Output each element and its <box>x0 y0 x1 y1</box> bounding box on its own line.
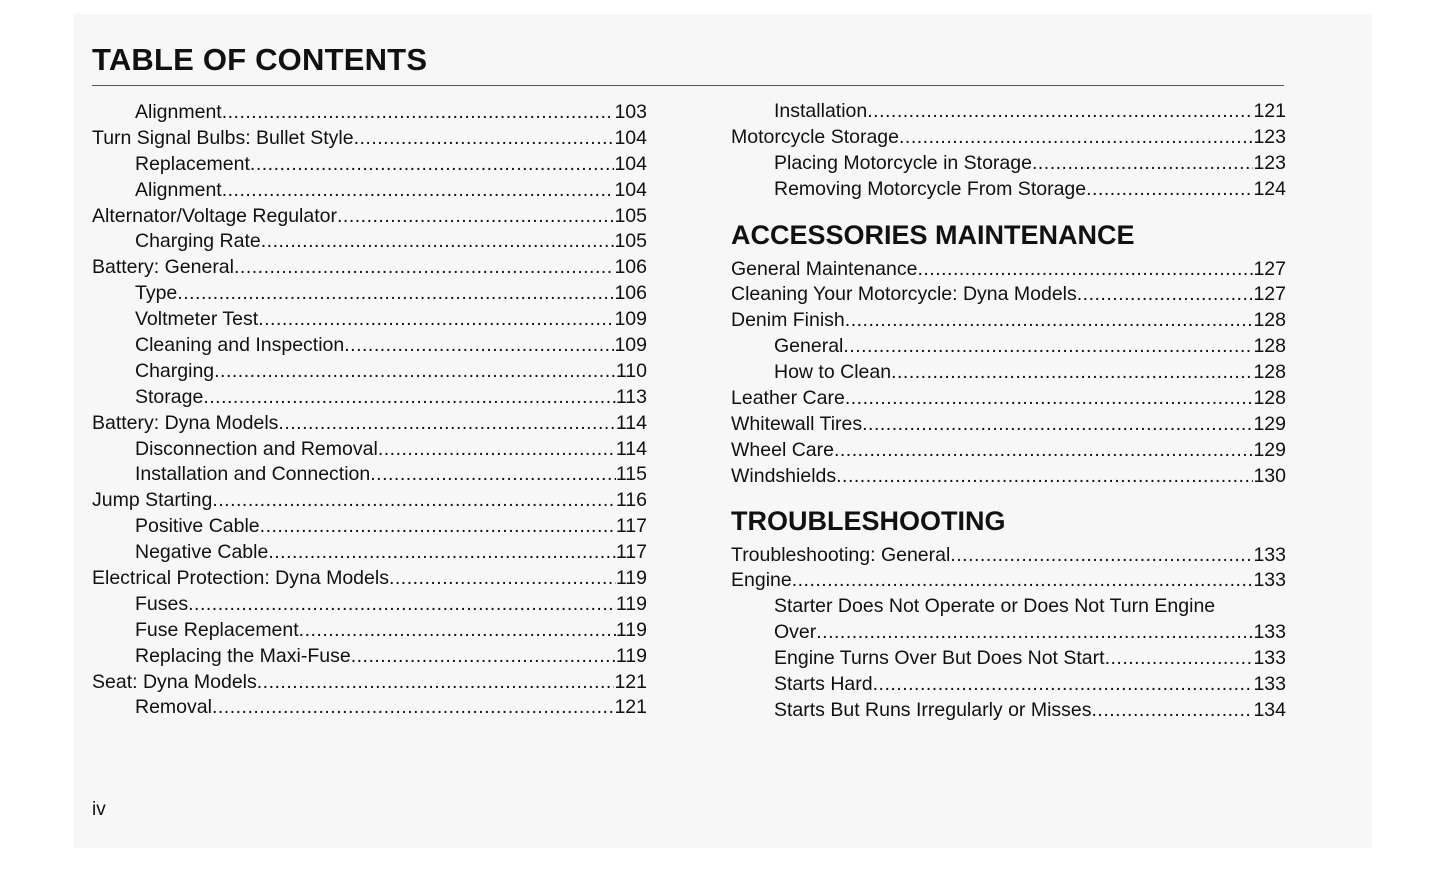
toc-entry-label: Troubleshooting: General <box>731 543 951 566</box>
dot-leader <box>222 100 615 126</box>
toc-entry-line[interactable] <box>731 594 1286 620</box>
toc-entry-page: 121 <box>614 696 647 719</box>
toc-entry-page: 133 <box>1253 569 1286 592</box>
toc-entry-page: 113 <box>615 385 647 408</box>
toc-entry[interactable] <box>92 229 647 255</box>
dot-leader <box>378 437 616 463</box>
toc-entry-page: 119 <box>615 592 647 615</box>
toc-entry[interactable] <box>92 592 647 618</box>
dot-leader <box>337 204 614 230</box>
toc-entry-page: 106 <box>614 282 647 305</box>
toc-entry-label: Engine <box>731 569 792 592</box>
toc-entry[interactable] <box>731 568 1286 594</box>
dot-leader <box>351 644 616 670</box>
toc-entry[interactable] <box>731 543 1286 569</box>
toc-entry-page: 123 <box>1253 151 1286 174</box>
dot-leader <box>214 359 616 385</box>
toc-entry-page: 129 <box>1253 412 1286 435</box>
toc-entry-page: 117 <box>615 541 647 564</box>
toc-entry[interactable] <box>92 333 647 359</box>
toc-entry[interactable] <box>731 360 1286 386</box>
toc-entry-label: Alternator/Voltage Regulator <box>92 204 337 227</box>
toc-entry[interactable] <box>92 100 647 126</box>
dot-leader <box>836 464 1253 490</box>
toc-right-column <box>731 99 1286 724</box>
toc-entry-label: Fuse Replacement <box>135 618 299 641</box>
dot-leader <box>792 568 1254 594</box>
toc-entry[interactable] <box>731 646 1286 672</box>
toc-entry-label: Alignment <box>135 178 222 201</box>
toc-entry-label: How to Clean <box>774 361 892 384</box>
toc-entry[interactable] <box>92 126 647 152</box>
toc-entry-page: 130 <box>1253 464 1286 487</box>
dot-leader <box>188 592 616 618</box>
toc-entry-label: Leather Care <box>731 387 845 410</box>
toc-entry-label: Fuses <box>135 592 189 615</box>
dot-leader <box>278 411 615 437</box>
dot-leader <box>867 99 1253 125</box>
toc-left-column <box>92 100 647 721</box>
toc-entry[interactable] <box>731 438 1286 464</box>
toc-entry-page: 119 <box>615 644 647 667</box>
dot-leader <box>917 257 1253 283</box>
dot-leader <box>845 308 1254 334</box>
toc-entry-page: 110 <box>615 359 647 382</box>
toc-entry-page: 127 <box>1253 257 1286 280</box>
toc-entry-label: Seat: Dyna Models <box>92 670 257 693</box>
toc-entry-label: Removal <box>135 696 212 719</box>
toc-entry-label: Charging Rate <box>135 230 261 253</box>
toc-entry-page: 103 <box>614 101 647 123</box>
toc-entry-label: Replacing the Maxi-Fuse <box>135 644 351 667</box>
toc-entry[interactable] <box>731 177 1286 203</box>
toc-entry-page: 128 <box>1253 387 1286 410</box>
toc-entry[interactable] <box>731 698 1286 724</box>
toc-entry-label: Removing Motorcycle From Storage <box>774 177 1087 200</box>
toc-entry-label: Starts Hard <box>774 673 873 696</box>
toc-entry-label: General Maintenance <box>731 257 918 280</box>
toc-entry-label: Starts But Runs Irregularly or Misses <box>774 698 1092 721</box>
toc-entry-page: 109 <box>614 308 647 331</box>
toc-entry[interactable] <box>92 204 647 230</box>
toc-entry-page: 115 <box>615 463 647 486</box>
toc-entry-page: 104 <box>614 152 647 175</box>
toc-entry-label: Battery: General <box>92 256 234 279</box>
dot-leader <box>258 307 614 333</box>
toc-entry[interactable] <box>92 411 647 437</box>
toc-entry-page: 133 <box>1253 647 1286 670</box>
toc-entry[interactable] <box>92 462 647 488</box>
toc-entry-page: 121 <box>614 670 647 693</box>
toc-entry-label: Storage <box>135 385 204 408</box>
dot-leader <box>203 385 616 411</box>
toc-entry-page: 106 <box>614 256 647 279</box>
toc-entry[interactable] <box>92 255 647 281</box>
toc-entry-label: Whitewall Tires <box>731 412 863 435</box>
toc-entry-page: 123 <box>1253 125 1286 148</box>
toc-entry[interactable] <box>731 125 1286 151</box>
dot-leader <box>950 543 1253 569</box>
toc-entry-page: 133 <box>1253 621 1286 644</box>
dot-leader <box>1105 646 1254 672</box>
toc-entry[interactable] <box>92 514 647 540</box>
dot-leader <box>370 462 616 488</box>
toc-entry[interactable] <box>92 385 647 411</box>
toc-entry-label: Cleaning Your Motorcycle: Dyna Models <box>731 283 1077 306</box>
toc-entry-page: 114 <box>615 437 647 460</box>
toc-entry-page: 124 <box>1253 177 1286 200</box>
dot-leader <box>250 152 615 178</box>
dot-leader <box>234 255 614 281</box>
dot-leader <box>354 126 615 152</box>
toc-entry-page: 128 <box>1253 309 1286 332</box>
toc-entry[interactable] <box>92 437 647 463</box>
toc-entry[interactable] <box>92 540 647 566</box>
toc-entry-label: Over <box>774 621 817 644</box>
title-divider <box>92 85 1284 86</box>
toc-entry[interactable] <box>731 151 1286 177</box>
toc-entry-page: 114 <box>615 411 647 434</box>
toc-entry-label: Positive Cable <box>135 515 260 538</box>
toc-entry-page: 119 <box>615 618 647 641</box>
toc-entry[interactable] <box>731 386 1286 412</box>
toc-entry[interactable] <box>92 670 647 696</box>
toc-entry-page: 119 <box>615 567 647 590</box>
dot-leader <box>873 672 1254 698</box>
dot-leader <box>891 360 1253 386</box>
toc-entry[interactable] <box>92 307 647 333</box>
toc-entry-label: Replacement <box>135 152 250 175</box>
toc-entry[interactable] <box>731 334 1286 360</box>
toc-entry-page: 128 <box>1253 335 1286 358</box>
toc-entry-label: Voltmeter Test <box>135 308 259 331</box>
toc-entry-page: 127 <box>1253 283 1286 306</box>
dot-leader <box>862 412 1253 438</box>
toc-entry-label: Electrical Protection: Dyna Models <box>92 567 389 590</box>
dot-leader <box>212 488 616 514</box>
page-title: TABLE OF CONTENTS <box>92 42 428 77</box>
dot-leader <box>899 125 1253 151</box>
toc-entry-page: 105 <box>614 204 647 227</box>
toc-entry-label: Jump Starting <box>92 489 213 512</box>
toc-entry-page: 133 <box>1253 543 1286 566</box>
toc-entry-page: 128 <box>1253 361 1286 384</box>
toc-entry[interactable] <box>92 695 647 721</box>
toc-entry[interactable] <box>92 488 647 514</box>
toc-entry[interactable] <box>731 464 1286 490</box>
toc-entry-page: 134 <box>1253 698 1286 721</box>
toc-entry[interactable] <box>92 644 647 670</box>
toc-entry-page: 117 <box>615 515 647 538</box>
toc-entry-label: Charging <box>135 359 215 382</box>
toc-entry-label: Placing Motorcycle in Storage <box>774 151 1032 174</box>
toc-entry-label: Engine Turns Over But Does Not Start <box>774 647 1105 670</box>
toc-entry[interactable] <box>731 308 1286 334</box>
dot-leader <box>1077 282 1254 308</box>
toc-entry-page: 104 <box>614 178 647 201</box>
dot-leader <box>845 386 1254 412</box>
toc-entry[interactable] <box>731 282 1286 308</box>
section-heading-accessories: ACCESSORIES MAINTENANCE <box>731 219 1135 250</box>
toc-entry-page: 104 <box>614 126 647 149</box>
toc-entry[interactable] <box>731 257 1286 283</box>
toc-entry-page: 105 <box>614 230 647 253</box>
dot-leader <box>816 620 1253 646</box>
page-number: iv <box>92 799 106 820</box>
dot-leader <box>261 229 615 255</box>
toc-entry[interactable] <box>92 152 647 178</box>
dot-leader <box>1092 698 1254 724</box>
toc-entry-page: 116 <box>615 489 647 512</box>
toc-entry-label: Turn Signal Bulbs: Bullet Style <box>92 126 354 149</box>
toc-entry-label: Installation <box>774 100 868 122</box>
toc-entry[interactable] <box>731 620 1286 646</box>
dot-leader <box>212 695 615 721</box>
toc-entry[interactable] <box>92 281 647 307</box>
toc-entry-label: Installation and Connection <box>135 463 371 486</box>
dot-leader <box>222 178 615 204</box>
dot-leader <box>268 540 616 566</box>
dot-leader <box>1086 177 1253 203</box>
toc-entry-page: 109 <box>614 334 647 357</box>
dot-leader <box>834 438 1253 464</box>
dot-leader <box>177 281 614 307</box>
toc-entry[interactable] <box>92 618 647 644</box>
dot-leader <box>344 333 614 359</box>
toc-entry-label: Cleaning and Inspection <box>135 334 345 357</box>
dot-leader <box>843 334 1253 360</box>
dot-leader <box>257 670 615 696</box>
toc-entry-label: Wheel Care <box>731 438 834 461</box>
toc-entry-label: General <box>774 335 844 358</box>
dot-leader <box>260 514 616 540</box>
toc-entry-label: Type <box>135 282 178 305</box>
dot-leader <box>299 618 616 644</box>
dot-leader <box>389 566 616 592</box>
toc-entry-label: Negative Cable <box>135 541 269 564</box>
toc-entry[interactable] <box>731 412 1286 438</box>
toc-entry-label: Windshields <box>731 464 837 487</box>
toc-entry[interactable] <box>92 566 647 592</box>
toc-entry-label: Starter Does Not Operate or Does Not Turn Engine <box>774 595 1216 618</box>
toc-entry-label: Alignment <box>135 101 222 123</box>
toc-entry-label: Battery: Dyna Models <box>92 411 279 434</box>
toc-entry-label: Disconnection and Removal <box>135 437 378 460</box>
toc-entry-page: 129 <box>1253 438 1286 461</box>
toc-entry-label: Denim Finish <box>731 309 845 332</box>
toc-entry[interactable] <box>92 178 647 204</box>
dot-leader <box>1032 151 1253 177</box>
toc-entry[interactable] <box>731 672 1286 698</box>
toc-entry-page: 121 <box>1253 100 1286 122</box>
toc-entry[interactable] <box>731 99 1286 125</box>
toc-entry[interactable] <box>92 359 647 385</box>
toc-entry-label: Motorcycle Storage <box>731 125 899 148</box>
toc-entry-page: 133 <box>1253 673 1286 696</box>
section-heading-troubleshooting: TROUBLESHOOTING <box>731 505 1006 536</box>
